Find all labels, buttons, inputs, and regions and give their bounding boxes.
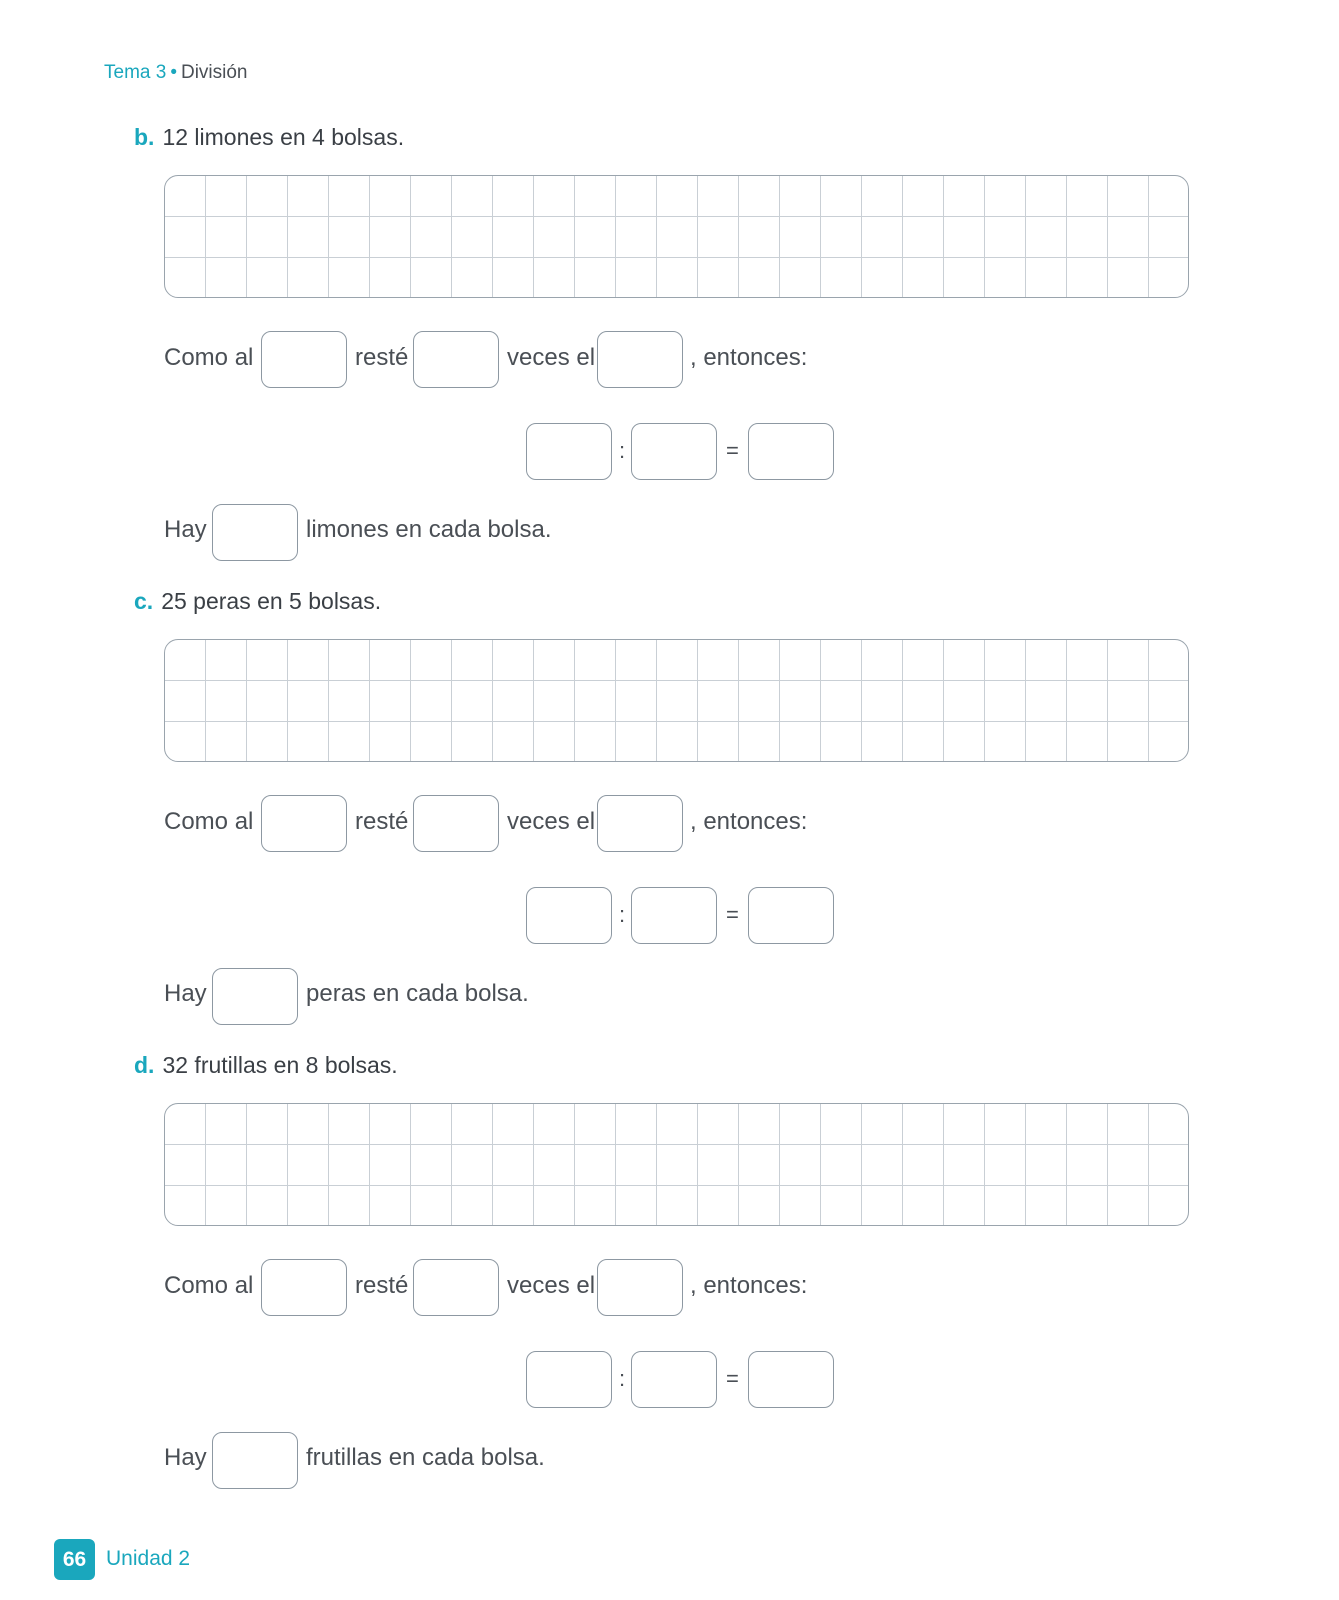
answer-box-quotient[interactable]	[748, 423, 834, 480]
label-como-al: Como al	[164, 1272, 254, 1299]
label-veces-el: veces el	[507, 344, 596, 371]
answer-box-result[interactable]	[212, 504, 298, 561]
division-sign: :	[619, 438, 626, 463]
answer-box-total[interactable]	[261, 795, 347, 852]
page-number: 66	[54, 1539, 95, 1580]
answer-box-times[interactable]	[413, 795, 499, 852]
header-separator: •	[170, 62, 177, 83]
topic-name: División	[180, 62, 248, 83]
label-veces-el: veces el	[507, 808, 596, 835]
answer-box-subtrahend[interactable]	[597, 1259, 683, 1316]
answer-box-total[interactable]	[261, 1259, 347, 1316]
label-reste: resté	[355, 344, 409, 371]
answer-box-divisor[interactable]	[631, 423, 717, 480]
drawing-grid[interactable]	[164, 639, 1189, 762]
answer-box-total[interactable]	[261, 331, 347, 388]
exercise-title-c	[134, 588, 381, 615]
equals-sign: =	[726, 1366, 739, 1391]
label-reste: resté	[355, 1272, 409, 1299]
answer-box-quotient[interactable]	[748, 1351, 834, 1408]
label-hay: Hay	[164, 980, 207, 1007]
answer-box-times[interactable]	[413, 1259, 499, 1316]
exercise-statement: 12 limones en 4 bolsas.	[162, 124, 405, 150]
answer-box-divisor[interactable]	[631, 1351, 717, 1408]
answer-box-dividend[interactable]	[526, 887, 612, 944]
exercise-title-d	[134, 1052, 398, 1079]
exercise-letter: d.	[134, 1052, 155, 1078]
exercise-letter: c.	[134, 588, 154, 614]
answer-box-divisor[interactable]	[631, 887, 717, 944]
equals-sign: =	[726, 438, 739, 463]
exercise-statement: 25 peras en 5 bolsas.	[161, 588, 382, 614]
result-suffix: frutillas en cada bolsa.	[306, 1444, 545, 1471]
answer-box-dividend[interactable]	[526, 1351, 612, 1408]
label-como-al: Como al	[164, 344, 254, 371]
result-suffix: peras en cada bolsa.	[306, 980, 529, 1007]
answer-box-quotient[interactable]	[748, 887, 834, 944]
label-reste: resté	[355, 808, 409, 835]
answer-box-times[interactable]	[413, 331, 499, 388]
division-sign: :	[619, 1366, 626, 1391]
answer-box-result[interactable]	[212, 968, 298, 1025]
answer-box-subtrahend[interactable]	[597, 331, 683, 388]
equals-sign: =	[726, 902, 739, 927]
division-sign: :	[619, 902, 626, 927]
drawing-grid[interactable]	[164, 1103, 1189, 1226]
drawing-grid[interactable]	[164, 175, 1189, 298]
label-entonces: , entonces:	[690, 344, 808, 371]
label-hay: Hay	[164, 1444, 207, 1471]
exercise-letter: b.	[134, 124, 155, 150]
label-entonces: , entonces:	[690, 808, 808, 835]
exercise-title-b	[134, 124, 404, 151]
unit-label: Unidad 2	[106, 1547, 191, 1570]
label-entonces: , entonces:	[690, 1272, 808, 1299]
label-veces-el: veces el	[507, 1272, 596, 1299]
topic-number: Tema 3	[104, 62, 167, 83]
answer-box-result[interactable]	[212, 1432, 298, 1489]
label-como-al: Como al	[164, 808, 254, 835]
exercise-statement: 32 frutillas en 8 bolsas.	[162, 1052, 398, 1078]
answer-box-dividend[interactable]	[526, 423, 612, 480]
result-suffix: limones en cada bolsa.	[306, 516, 552, 543]
answer-box-subtrahend[interactable]	[597, 795, 683, 852]
page-header	[104, 62, 248, 84]
label-hay: Hay	[164, 516, 207, 543]
